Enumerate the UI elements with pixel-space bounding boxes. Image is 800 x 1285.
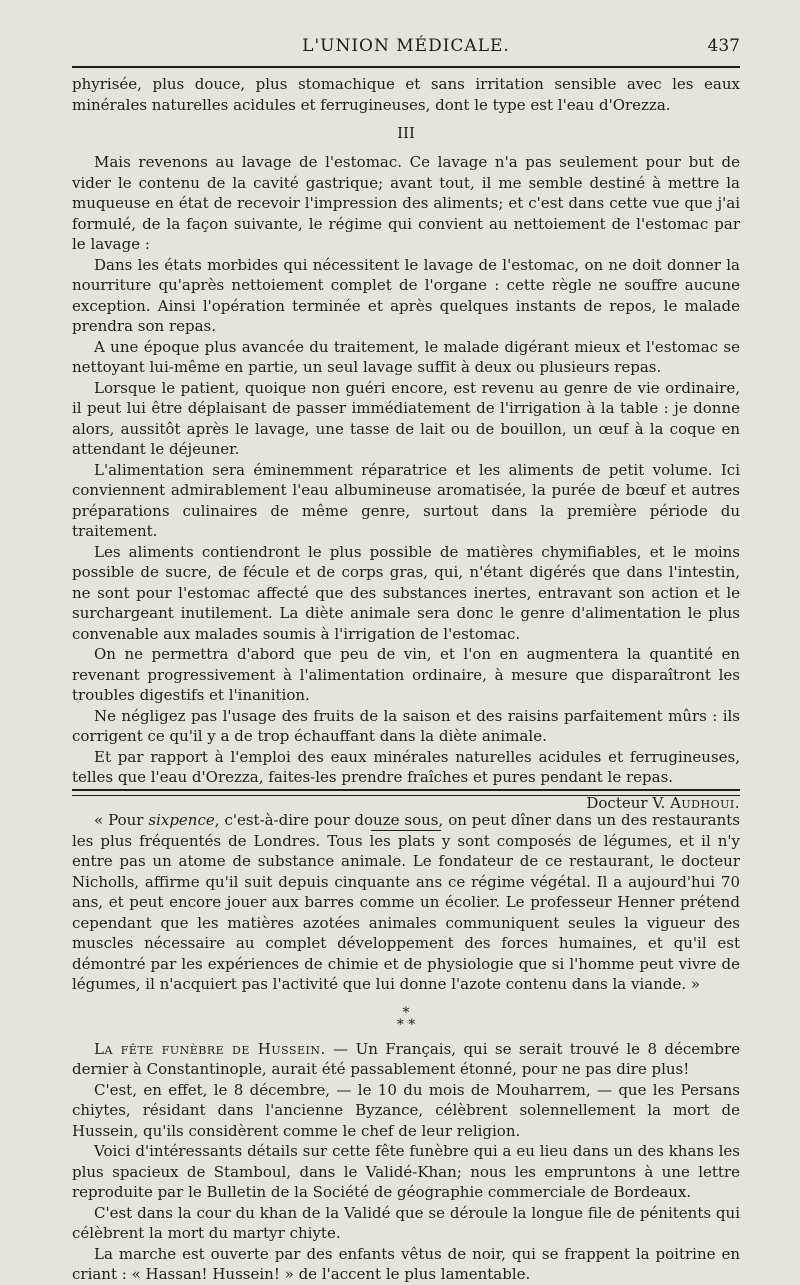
news-paragraph: C'est dans la cour du khan de la Validé que se déroule la longue file de pénitents qui célèbrent la mort du martyr chiyte. <box>72 1203 740 1242</box>
news-item-title: La fête funèbre de Hussein. <box>94 1039 326 1058</box>
page-header <box>72 32 740 62</box>
article-paragraph: On ne permettra d'abord que peu de vin, et l'on en augmentera la quantité en revenant progressivement à l'alimentation ordinaire, à mesure que disparaîtront les troubles digestifs et l'inanition. <box>72 645 740 704</box>
section-number: III <box>397 124 415 142</box>
article-paragraph: A une époque plus avancée du traitement, le malade digérant mieux et l'estomac se nettoyant lui-même en partie, un seul lavage suffit à deux ou plusieurs repas. <box>72 337 740 376</box>
continued-paragraph: phyrisée, plus douce, plus stomachique et sans irritation sensible avec les eaux minérales naturelles acidules et ferrugineuses, dont le type est l'eau d'Orezza. <box>72 75 740 114</box>
header-rule <box>72 66 740 68</box>
asterism <box>72 1004 740 1033</box>
page-number: 437 <box>707 36 740 56</box>
article-paragraph: Mais revenons au lavage de l'estomac. Ce lavage n'a pas seulement pour but de vider le contenu de la cavité gastrique; avant tout, il me semble destiné à mettre la muqueuse en état de recevoir l'impression des aliments; et c'est dans cette vue que j'ai formulé, de la façon suivante, le régime qui convient au nettoiement de l'estomac par le lavage : <box>72 153 740 253</box>
article-paragraph: Lorsque le patient, quoique non guéri encore, est revenu au genre de vie ordinaire, il peut lui être déplaisant de passer immédiatement de l'irrigation à la table : je donne alors, aussitôt après le lavage, une tasse de lait ou de bouillon, un œuf à la coque en attendant le déjeuner. <box>72 378 740 458</box>
news-paragraph: La marche est ouverte par des enfants vêtus de noir, qui se frappent la poitrine en criant : « Hassan! Hussein! » de l'accent le plus lamentable. <box>72 1244 740 1283</box>
author-signature <box>72 794 740 812</box>
article-paragraph: Dans les états morbides qui nécessitent le lavage de l'estomac, on ne doit donner la nourriture qu'après nettoiement complet de l'organe : cette règle ne souffre aucune exception. Ainsi l'opération terminée et après quelques instants de repos, le malade prendra son repas. <box>72 255 740 335</box>
news-paragraph: Voici d'intéressants détails sur cette fête funèbre qui a eu lieu dans un des khans les plus spacieux de Stamboul, dans le Validé-Khan; nous les empruntons à une lettre reproduite par le Bulletin de la Société de géographie commerciale de Bordeaux. <box>72 1142 740 1201</box>
news-item-lead <box>72 1039 740 1080</box>
quote-italic: sixpence <box>148 811 215 829</box>
signature-name: Audhoui. <box>670 793 740 812</box>
asterism-bottom: * * <box>396 1016 416 1033</box>
article-paragraph: Les aliments contiendront le plus possible de matières chymifiables, et le moins possible de sucre, de fécule et de corps gras, qui, n'étant digérés que dans l'intestin, ne sont pour l'estomac affecté que des substances inertes, entravant son action et le surchargeant inutilement. La diète animale sera donc le genre d'alimentation le plus convenable aux malades soumis à l'irrigation de l'estomac. <box>72 542 740 643</box>
quote-paragraph <box>72 810 740 995</box>
article-paragraph: L'alimentation sera éminemment réparatrice et les aliments de petit volume. Ici conviennent admirablement l'eau albumineuse aromatisée, la purée de bœuf et autres préparations culinaires de même genre, surtout dans la première période du traitement. <box>72 460 740 540</box>
article-paragraph: Ne négligez pas l'usage des fruits de la saison et des raisins parfaitement mûrs : ils corrigent ce qu'il y a de trop échauffant dans la diète animale. <box>72 706 740 745</box>
asterism-top: * <box>402 1004 410 1021</box>
section-divider-rule <box>72 789 740 791</box>
article-body <box>72 74 740 831</box>
article-paragraph: Et par rapport à l'emploi des eaux minérales naturelles acidules et ferrugineuses, telles que l'eau d'Orezza, faites-les prendre fraîches et pures pendant le repas. <box>72 747 740 786</box>
signature-prefix: Docteur V. <box>586 793 671 812</box>
running-title: L'UNION MÉDICALE. <box>302 36 510 56</box>
news-item-lead-text: — Un Français, qui se serait trouvé le 8 décembre dernier à Constantinople, aurait été passablement étonné, pour ne pas dire plus! <box>72 1039 740 1078</box>
quote-open: « Pour <box>94 811 149 829</box>
section-divider-rule-thin <box>72 795 740 796</box>
news-section <box>72 810 740 1285</box>
news-paragraph: C'est, en effet, le 8 décembre, — le 10 du mois de Mouharrem, — que les Persans chiytes, résidant dans l'ancienne Byzance, célèbrent solennellement la mort de Hussein, qu'ils considèrent comme le chef de leur religion. <box>72 1080 740 1140</box>
quote-rest: , c'est-à-dire pour douze sous, on peut dîner dans un des restaurants les plus fréquentés de Londres. Tous les plats y sont composés de légumes, et il n'y entre pas un atome de substance animale. Le fondateur de ce restaurant, le docteur Nicholls, affirme qu'il suit depuis cinquante ans ce régime végétal. Il a aujourd'hui 70 ans, et peut encore jouer aux barres comme un écolier. Le professeur Henner prétend cependant que les matières azotées animales communiquent seules la vigueur des muscles nécessaire au complet développement des forces humaines, et qu'il est démontré par les expériences de chimie et de physiologie que si l'homme peut vivre de légumes, il n'acquiert pas l'activité que lui donne l'azote contenu dans la viande. » <box>72 811 740 993</box>
